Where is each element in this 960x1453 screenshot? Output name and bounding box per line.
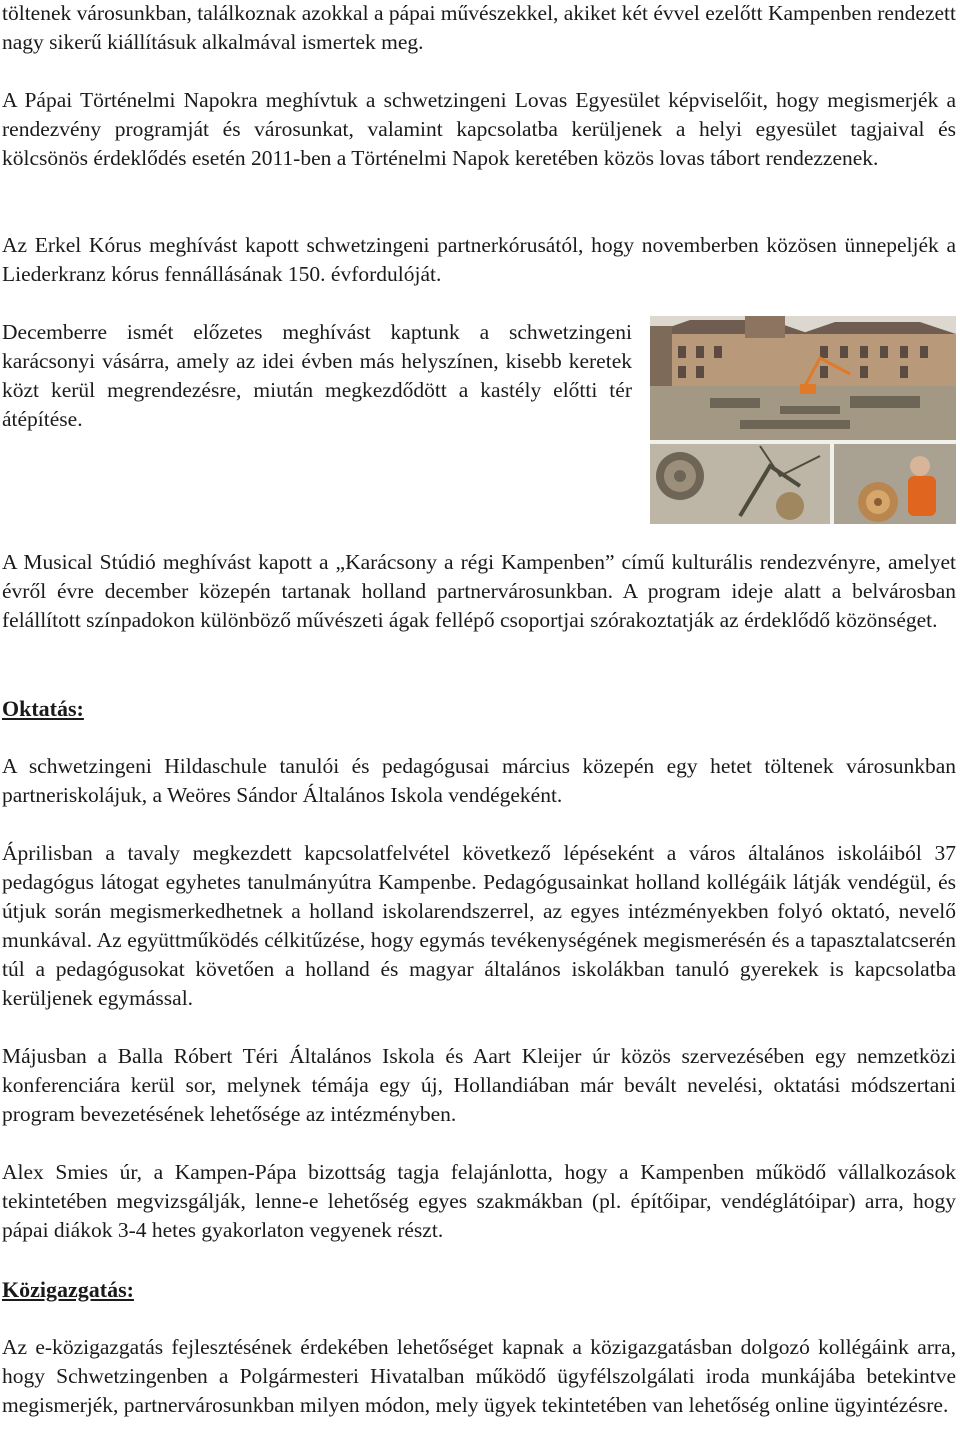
paragraph-hildaschule: A schwetzingeni Hildaschule tanulói és pedagógusai március közepén egy hetet töltenek városunkban partneriskolájuk, a Weöres Sándor Általános Iskola vendégeként. xyxy=(2,754,956,807)
paragraph-internship: Alex Smies úr, a Kampen-Pápa bizottság tagja felajánlotta, hogy a Kampenben működő vállalkozások tekintetében megvizsgálják, lenne-e lehetőség egyes szakmákban (pl. építőipar, vendéglátóipar) arra, hogy pápai diákok 3-4 hetes gyakorlaton vegyenek részt. xyxy=(2,1160,956,1242)
paragraph-riding-club: A Pápai Történelmi Napokra meghívtuk a schwetzingeni Lovas Egyesület képviselőit, hogy megismerjék a rendezvény programját és városunkat, valamint kapcsolatba kerüljenek a helyi egyesület tagjaival és kölcsönös érdeklődés esetén 2011-ben a Történelmi Napok keretében közös lovas tábort rendezzenek. xyxy=(2,88,956,170)
paragraph-artists: töltenek városunkban, találkoznak azokkal a pápai művészekkel, akiket két évvel ezelőtt Kampenben rendezett nagy sikerű kiállításuk alkalmával ismertek meg. xyxy=(2,1,956,54)
newspaper-photo xyxy=(650,316,956,524)
paragraph-choir: Az Erkel Kórus meghívást kapott schwetzingeni partnerkórusától, hogy novemberben közösen ünnepeljék a Liederkranz kórus fennállásának 150. évfordulóját. xyxy=(2,233,956,286)
paragraph-e-government: Az e-közigazgatás fejlesztésének érdekében lehetőséget kapnak a közigazgatásban dolgozó kollégáink arra, hogy Schwetzingenben a Polgármesteri Hivatalban működő ügyfélszolgálati iroda munkájába betekintve megismerjék, partnervárosunkban milyen módon, mely ügyek tekintetében van lehetőség online ügyintézésre. xyxy=(2,1335,956,1417)
heading-education: Oktatás: xyxy=(2,696,84,721)
heading-public-administration: Közigazgatás: xyxy=(2,1277,134,1302)
paragraph-conference: Májusban a Balla Róbert Téri Általános Iskola és Aart Kleijer úr közös szervezésében egy nemzetközi konferenciára kerül sor, melynek témája egy új, Hollandiában már bevált nevelési, oktatási módszertani program bevezetésének lehetősége az intézményben. xyxy=(2,1044,956,1126)
paragraph-christmas-market: Decemberre ismét előzetes meghívást kaptunk a schwetzingeni karácsonyi vásárra, amely az idei évben más helyszínen, kisebb keretek közt kerül megrendezésre, miután megkezdődött a kastély előtti tér átépítése. xyxy=(2,320,632,431)
paragraph-teacher-visit: Áprilisban a tavaly megkezdett kapcsolatfelvétel következő lépéseként a város általános iskoláiból 37 pedagógus látogat egyhetes tanulmányútra Kampenbe. Pedagógusainkat holland kollégáik látják vendégül, és útjuk során megismerkedhetnek a holland iskolarendszerrel, az egyes intézményekben folyó oktató, nevelő munkával. Az együttműködés célkitűzése, hogy egymás tevékenységének megismerésén és a tapasztalatcserén túl a pedagógusokat követően a holland és magyar általános iskolákban tanuló gyerekek is kapcsolatba kerüljenek egymással. xyxy=(2,841,956,1010)
paragraph-musical-studio: A Musical Stúdió meghívást kapott a „Karácsony a régi Kampenben” című kulturális rendezvényre, amelyet évről évre december közepén tartanak holland partnervárosunkban. A program ideje alatt a belvárosban felállított színpadokon különböző művészeti ágak fellépő csoportjai szórakoztatják az érdeklődő közönséget. xyxy=(2,550,956,632)
